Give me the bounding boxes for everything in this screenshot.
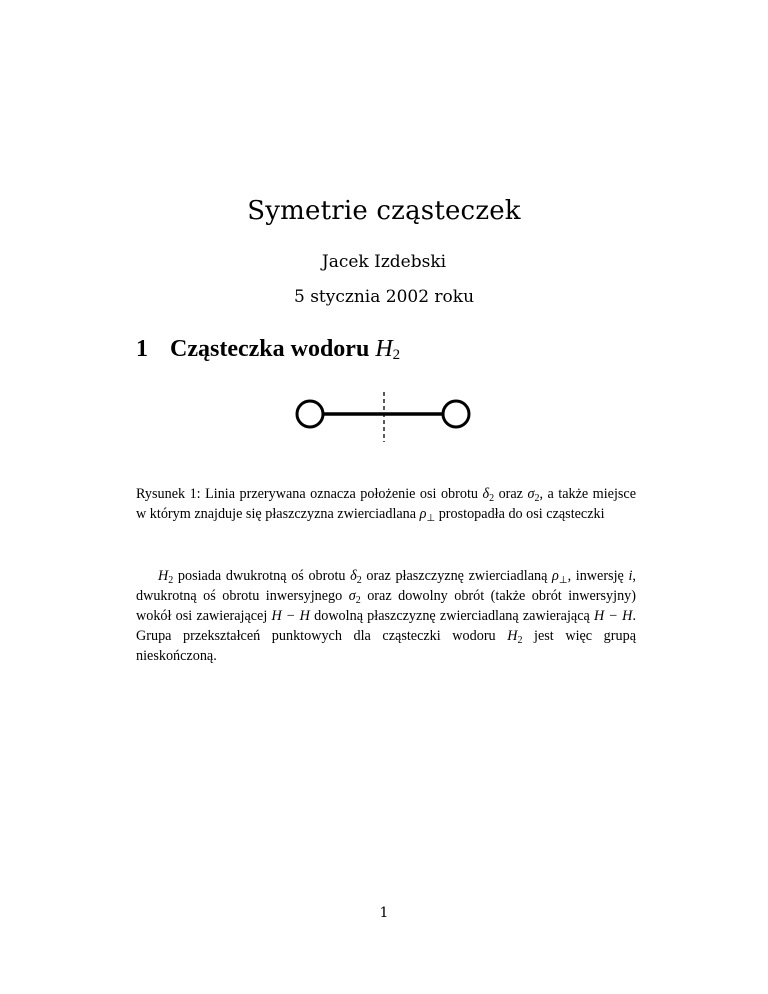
body-paragraph: $H_2$ posiada dwukrotną oś obrotu $\delta_2$ oraz płaszczyznę zwierciadlaną $\rho_\perp$, inwersję i, dwukrotną oś obrotu inwersyjnego $\sigma_2$ oraz dowolny obrót (także obrót inwersyjny) wokół osi zawierającej H − H dowolną płaszczyznę zwierciadlaną zawierającą H − H. Grupa przekształceń punktowych dla cząsteczki wodoru $H_2$ jest więc grupą nieskończoną. <box>136 568 637 664</box>
caption-label: Rysunek 1: <box>136 486 201 502</box>
document-date: 5 stycznia 2002 roku <box>293 287 475 307</box>
page-number: 1 <box>379 905 389 921</box>
document-title: Symetrie cząsteczek <box>247 196 521 226</box>
section-title: Cząsteczka wodoru <box>170 336 370 362</box>
document-author: Jacek Izdebski <box>321 252 447 272</box>
section-heading <box>136 336 656 363</box>
section-number: 1 <box>136 336 148 362</box>
h2-molecule-figure <box>280 392 476 472</box>
h2-molecule-diagram-icon <box>280 392 476 472</box>
figure-caption: Rysunek 1: Linia przerywana oznacza położenie osi obrotu $\delta_2$ oraz $\sigma_2$, a także miejsce w którym znajduje się płaszczyzna zwierciadlana $\rho_\perp$ prostopadła do osi cząsteczki <box>136 486 637 524</box>
hydrogen-atom-right <box>443 401 469 427</box>
section-math-symbol: $H_2$ <box>375 336 401 363</box>
hydrogen-atom-left <box>297 401 323 427</box>
